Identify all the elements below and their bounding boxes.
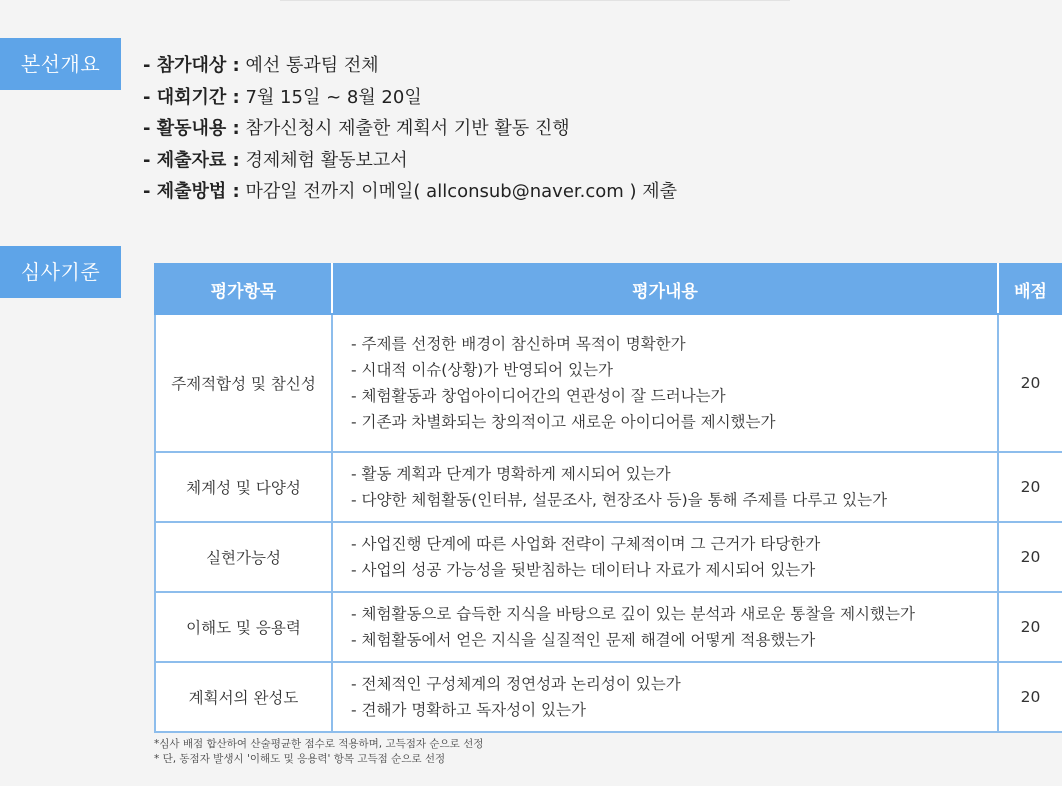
overview-list — [143, 50, 677, 208]
footnote-scoring: *심사 배점 합산하여 산술평균한 점수로 적용하며, 고득점자 순으로 선정 — [154, 738, 484, 750]
row-category: 체계성 및 다양성 — [155, 452, 332, 522]
row-category: 계획서의 완성도 — [155, 662, 332, 732]
table-row — [155, 662, 1062, 732]
overview-item-materials — [143, 145, 677, 177]
overview-item-value: 예선 통과팀 전체 — [239, 55, 379, 76]
row-content — [332, 662, 998, 732]
overview-item-activity — [143, 113, 677, 145]
criteria-point: - 사업진행 단계에 따른 사업화 전략이 구체적이며 그 근거가 타당한가 — [351, 535, 821, 553]
row-content — [332, 522, 998, 592]
criteria-point: - 체험활동에서 얻은 지식을 실질적인 문제 해결에 어떻게 적용했는가 — [351, 631, 816, 649]
footnotes — [154, 737, 483, 767]
criteria-section-badge: 심사기준 — [0, 246, 121, 298]
row-score: 20 — [998, 452, 1062, 522]
criteria-table — [154, 263, 1062, 733]
overview-item-submission — [143, 176, 677, 208]
overview-item-label: - 활동내용 : — [143, 118, 240, 139]
criteria-point: - 사업의 성공 가능성을 뒷받침하는 데이터나 자료가 제시되어 있는가 — [351, 561, 816, 579]
row-score: 20 — [998, 662, 1062, 732]
overview-item-label: - 대회기간 : — [143, 86, 240, 108]
overview-item-value: 경제체험 활동보고서 — [239, 149, 408, 171]
overview-item-label: - 제출자료 : — [143, 149, 240, 171]
overview-item-value: 마감일 전까지 이메일( allconsub@naver.com ) 제출 — [239, 181, 678, 202]
row-score: 20 — [998, 314, 1062, 452]
table-row — [155, 314, 1062, 452]
top-divider — [280, 0, 790, 1]
header-category: 평가항목 — [155, 264, 332, 314]
criteria-point: - 체험활동과 창업아이디어간의 연관성이 잘 드러나는가 — [351, 387, 726, 405]
header-score: 배점 — [998, 264, 1062, 314]
header-content: 평가내용 — [332, 264, 998, 314]
criteria-point: - 시대적 이슈(상황)가 반영되어 있는가 — [351, 361, 613, 379]
row-content — [332, 452, 998, 522]
table-row — [155, 592, 1062, 662]
criteria-point: - 견해가 명확하고 독자성이 있는가 — [351, 701, 586, 719]
row-category: 이해도 및 응용력 — [155, 592, 332, 662]
overview-item-participants — [143, 50, 677, 82]
table-header-row — [155, 264, 1062, 314]
overview-item-label: - 제출방법 : — [143, 181, 240, 202]
row-content — [332, 592, 998, 662]
overview-item-value: 7월 15일 ~ 8월 20일 — [239, 86, 422, 108]
row-score: 20 — [998, 522, 1062, 592]
criteria-point: - 전체적인 구성체계의 정연성과 논리성이 있는가 — [351, 675, 681, 693]
row-category: 주제적합성 및 참신성 — [155, 314, 332, 452]
criteria-point: - 활동 계획과 단계가 명확하게 제시되어 있는가 — [351, 465, 671, 483]
criteria-point: - 주제를 선정한 배경이 참신하며 목적이 명확한가 — [351, 335, 686, 353]
overview-item-value: 참가신청시 제출한 계획서 기반 활동 진행 — [239, 118, 570, 139]
row-category: 실현가능성 — [155, 522, 332, 592]
overview-section-badge: 본선개요 — [0, 38, 121, 90]
criteria-point: - 체험활동으로 습득한 지식을 바탕으로 깊이 있는 분석과 새로운 통찰을 제시했는가 — [351, 605, 915, 623]
overview-item-label: - 참가대상 : — [143, 55, 240, 76]
criteria-point: - 기존과 차별화되는 창의적이고 새로운 아이디어를 제시했는가 — [351, 413, 776, 431]
row-score: 20 — [998, 592, 1062, 662]
table-row — [155, 522, 1062, 592]
overview-item-period — [143, 82, 677, 114]
table-row — [155, 452, 1062, 522]
row-content — [332, 314, 998, 452]
footnote-tiebreak: * 단, 동점자 발생시 '이해도 및 응용력' 항목 고득점 순으로 선정 — [154, 753, 446, 765]
criteria-point: - 다양한 체험활동(인터뷰, 설문조사, 현장조사 등)을 통해 주제를 다루고 있는가 — [351, 491, 888, 509]
